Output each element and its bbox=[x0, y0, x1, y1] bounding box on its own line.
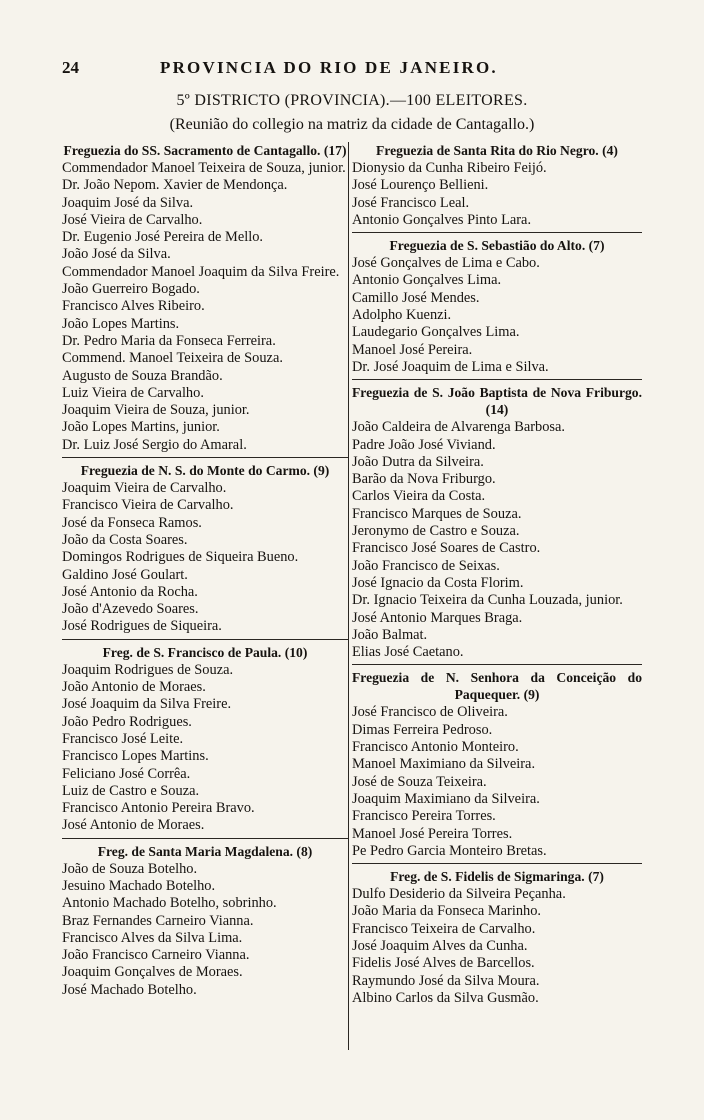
elector-name: José Rodrigues de Siqueira. bbox=[62, 618, 222, 635]
elector-name: Albino Carlos da Silva Gusmão. bbox=[352, 989, 539, 1006]
elector-name: João Antonio de Moraes. bbox=[62, 679, 206, 696]
elector-name: José da Fonseca Ramos. bbox=[62, 514, 202, 531]
elector-name: Luiz de Castro e Souza. bbox=[62, 782, 200, 799]
elector-name: Feliciano José Corrêa. bbox=[62, 765, 191, 782]
elector-name: Joaquim Vieira de Souza, junior. bbox=[62, 402, 250, 419]
elector-name: Manoel José Pereira. bbox=[352, 341, 473, 358]
parish-section bbox=[352, 664, 642, 860]
elector-name: Augusto de Souza Brandão. bbox=[62, 367, 223, 384]
elector-name: José Antonio de Moraes. bbox=[62, 817, 205, 834]
elector-name: Fidelis José Alves de Barcellos. bbox=[352, 955, 535, 972]
elector-name: José Joaquim Alves da Cunha. bbox=[352, 937, 528, 954]
elector-name: Francisco José Leite. bbox=[62, 730, 184, 747]
elector-name: Commendador Manoel Joaquim da Silva Freire. bbox=[62, 263, 340, 280]
elector-name: João Maria da Fonseca Marinho. bbox=[352, 903, 542, 920]
elector-name: José Machado Botelho. bbox=[62, 981, 197, 998]
elector-name: Francisco Lopes Martins. bbox=[62, 748, 209, 765]
elector-name: João Pedro Rodrigues. bbox=[62, 713, 192, 730]
elector-name: Jesuino Machado Botelho. bbox=[62, 877, 216, 894]
elector-name: Francisco Antonio Pereira Bravo. bbox=[62, 800, 255, 817]
elector-name: Joaquim Gonçalves de Moraes. bbox=[62, 964, 243, 981]
elector-name: Pe Pedro Garcia Monteiro Bretas. bbox=[352, 842, 547, 859]
elector-name: Adolpho Kuenzi. bbox=[352, 307, 452, 324]
elector-name: Galdino José Goulart. bbox=[62, 566, 188, 583]
elector-name: João Francisco de Seixas. bbox=[352, 557, 500, 574]
elector-name: Antonio Machado Botelho, sobrinho. bbox=[62, 895, 277, 912]
elector-name: José de Souza Teixeira. bbox=[352, 773, 487, 790]
elector-name: Dulfo Desiderio da Silveira Peçanha. bbox=[352, 886, 566, 903]
elector-name: Dr. Eugenio José Pereira de Mello. bbox=[62, 229, 264, 246]
section-rule bbox=[352, 379, 642, 380]
elector-name: Joaquim Vieira de Carvalho. bbox=[62, 480, 227, 497]
elector-name: João Caldeira de Alvarenga Barbosa. bbox=[352, 419, 565, 436]
elector-name: Francisco Alves Ribeiro. bbox=[62, 298, 205, 315]
elector-name: José Francisco Leal. bbox=[352, 194, 470, 211]
elector-name: Joaquim José da Silva. bbox=[62, 194, 194, 211]
elector-name: José Gonçalves de Lima e Cabo. bbox=[352, 255, 540, 272]
elector-name: Francisco Vieira de Carvalho. bbox=[62, 497, 234, 514]
elector-name: Padre João José Viviand. bbox=[352, 436, 496, 453]
elector-name: Dr. José Joaquim de Lima e Silva. bbox=[352, 358, 549, 375]
page-number: 24 bbox=[62, 58, 79, 77]
elector-name: Dr. Luiz José Sergio do Amaral. bbox=[62, 436, 247, 453]
parish-title: Freguezia de S. Sebastião do Alto. (7) bbox=[389, 238, 605, 254]
elector-name: João d'Azevedo Soares. bbox=[62, 601, 199, 618]
elector-name: Francisco Pereira Torres. bbox=[352, 808, 496, 825]
right-column bbox=[352, 140, 642, 1009]
parish-section bbox=[352, 863, 642, 1007]
elector-name: Jeronymo de Castro e Souza. bbox=[352, 523, 520, 540]
elector-name: Joaquim Rodrigues de Souza. bbox=[62, 661, 234, 678]
parish-title: Freguezia de N. S. do Monte do Carmo. (9) bbox=[80, 463, 330, 479]
parish-title: Freguezia de Santa Rita do Rio Negro. (4) bbox=[376, 143, 618, 158]
elector-name: Dimas Ferreira Pedroso. bbox=[352, 721, 493, 738]
elector-name: João Francisco Carneiro Vianna. bbox=[62, 947, 250, 964]
parish-section bbox=[352, 232, 642, 376]
parish-title: Freg. de S. Francisco de Paula. (10) bbox=[102, 644, 308, 660]
elector-name: José Ignacio da Costa Florim. bbox=[352, 574, 524, 591]
parish-section bbox=[62, 457, 348, 636]
elector-name: João Balmat. bbox=[352, 626, 428, 643]
section-rule bbox=[62, 457, 348, 458]
parish-title: Freguezia do SS. Sacramento de Cantagallo. (17) bbox=[63, 143, 347, 158]
elector-name: Antonio Gonçalves Pinto Lara. bbox=[352, 211, 532, 228]
elector-name: Commendador Manoel Teixeira de Souza, junior. bbox=[62, 160, 346, 176]
elector-name: José Joaquim da Silva Freire. bbox=[62, 696, 232, 713]
parish-title: Freguezia de N. Senhora da Conceição do Paquequer. (9) bbox=[352, 670, 642, 703]
parish-section bbox=[62, 838, 348, 999]
section-rule bbox=[352, 232, 642, 233]
page-header bbox=[62, 58, 642, 86]
left-column bbox=[62, 140, 348, 1001]
parish-section bbox=[352, 140, 642, 229]
elector-name: Carlos Vieira da Costa. bbox=[352, 488, 486, 505]
section-rule bbox=[62, 838, 348, 839]
elector-name: Domingos Rodrigues de Siqueira Bueno. bbox=[62, 549, 299, 566]
column-divider bbox=[348, 142, 349, 1050]
elector-name: João de Souza Botelho. bbox=[62, 860, 198, 877]
elector-name: Luiz Vieira de Carvalho. bbox=[62, 384, 204, 401]
elector-name: Dr. Ignacio Teixeira da Cunha Louzada, junior. bbox=[352, 592, 623, 609]
elector-name: João Dutra da Silveira. bbox=[352, 453, 484, 470]
elector-name: Raymundo José da Silva Moura. bbox=[352, 972, 540, 989]
elector-name: João Guerreiro Bogado. bbox=[62, 281, 200, 298]
elector-name: Camillo José Mendes. bbox=[352, 289, 480, 306]
assembly-note: (Reunião do collegio na matriz da cidade de Cantagallo.) bbox=[169, 116, 535, 133]
elector-name: Manoel Maximiano da Silveira. bbox=[352, 756, 536, 773]
elector-name: José Lourenço Bellieni. bbox=[352, 177, 489, 194]
parish-title: Freg. de Santa Maria Magdalena. (8) bbox=[97, 843, 313, 859]
section-rule bbox=[62, 639, 348, 640]
elector-name: Dr. João Nepom. Xavier de Mendonça. bbox=[62, 177, 288, 194]
elector-name: Joaquim Maximiano da Silveira. bbox=[352, 790, 540, 807]
section-rule bbox=[352, 863, 642, 864]
parish-section bbox=[352, 379, 642, 661]
elector-name: Francisco Marques de Souza. bbox=[352, 505, 522, 522]
district-heading: 5º DISTRICTO (PROVINCIA).—100 ELEITORES. bbox=[176, 92, 528, 109]
section-rule bbox=[352, 664, 642, 665]
elector-name: Francisco Teixeira de Carvalho. bbox=[352, 920, 536, 937]
elector-name: Commend. Manoel Teixeira de Souza. bbox=[62, 350, 283, 367]
elector-name: Manoel José Pereira Torres. bbox=[352, 825, 513, 842]
parish-section bbox=[62, 639, 348, 835]
running-title: PROVINCIA DO RIO DE JANEIRO. bbox=[160, 58, 498, 77]
elector-name: João José da Silva. bbox=[62, 246, 171, 263]
elector-name: Francisco Antonio Monteiro. bbox=[352, 739, 519, 756]
elector-name: José Vieira de Carvalho. bbox=[62, 211, 203, 228]
elector-name: João da Costa Soares. bbox=[62, 531, 188, 548]
elector-name: Francisco Alves da Silva Lima. bbox=[62, 929, 243, 946]
elector-name: Dr. Pedro Maria da Fonseca Ferreira. bbox=[62, 332, 276, 349]
elector-name: João Lopes Martins. bbox=[62, 315, 180, 332]
parish-section bbox=[62, 140, 348, 454]
elector-name: Antonio Gonçalves Lima. bbox=[352, 272, 502, 289]
elector-name: João Lopes Martins, junior. bbox=[62, 419, 220, 436]
elector-name: Francisco José Soares de Castro. bbox=[352, 540, 541, 557]
elector-name: José Antonio da Rocha. bbox=[62, 583, 198, 600]
elector-name: José Antonio Marques Braga. bbox=[352, 609, 523, 626]
elector-name: Elias José Caetano. bbox=[352, 644, 464, 661]
elector-name: Barão da Nova Friburgo. bbox=[352, 471, 496, 488]
elector-name: Braz Fernandes Carneiro Vianna. bbox=[62, 912, 254, 929]
parish-title: Freg. de S. Fidelis de Sigmaringa. (7) bbox=[390, 869, 604, 885]
elector-name: José Francisco de Oliveira. bbox=[352, 704, 508, 721]
elector-name: Dionysio da Cunha Ribeiro Feijó. bbox=[352, 160, 547, 176]
elector-name: Laudegario Gonçalves Lima. bbox=[352, 324, 520, 341]
parish-title: Freguezia de S. João Baptista de Nova Friburgo. (14) bbox=[352, 385, 642, 418]
